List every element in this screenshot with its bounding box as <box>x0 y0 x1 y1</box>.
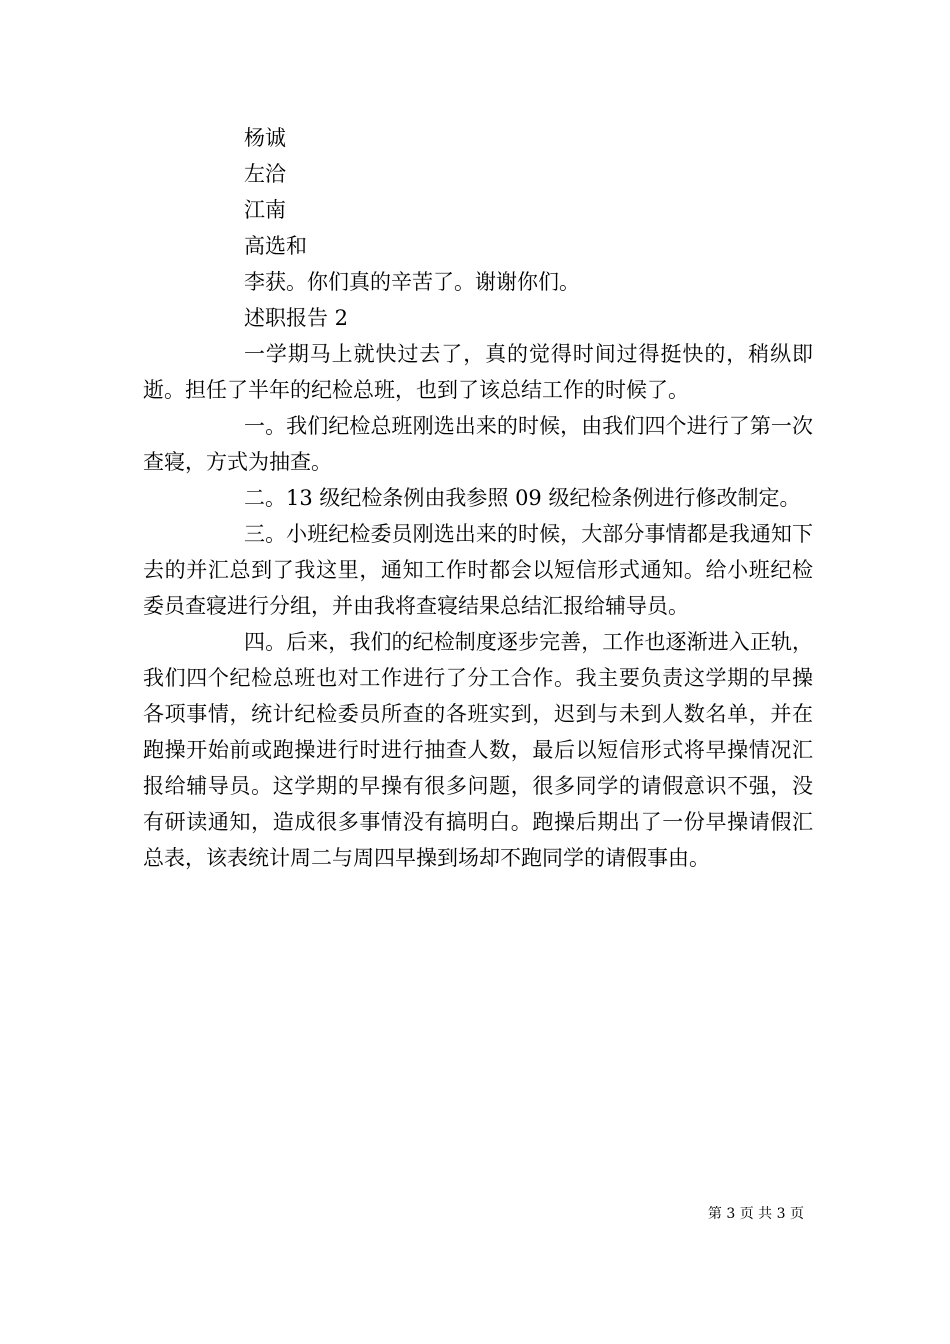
paragraph-item-1: 一。我们纪检总班刚选出来的时候，由我们四个进行了第一次查寝，方式为抽查。 <box>143 414 813 474</box>
name-line: 高选和 <box>244 234 307 258</box>
section-title: 述职报告 2 <box>244 306 349 330</box>
name-line: 江南 <box>244 198 286 222</box>
page-number: 第 3 页 共 3 页 <box>707 1206 804 1222</box>
paragraph-item-3: 三。小班纪检委员刚选出来的时候，大部分事情都是我通知下去的并汇总到了我这里，通知工作时都会以短信形式通知。给小班纪检委员查寝进行分组，并由我将查寝结果总结汇报给辅导员。 <box>143 522 813 618</box>
name-line: 杨诚 <box>244 126 286 150</box>
document-body <box>143 120 813 876</box>
name-line: 左洽 <box>244 162 286 186</box>
paragraph-intro: 一学期马上就快过去了，真的觉得时间过得挺快的，稍纵即逝。担任了半年的纪检总班，也到了该总结工作的时候了。 <box>143 342 813 402</box>
paragraph-item-2: 二。13 级纪检条例由我参照 09 级纪检条例进行修改制定。 <box>244 486 801 510</box>
thanks-line: 李获。你们真的辛苦了。谢谢你们。 <box>244 270 580 294</box>
paragraph-item-4: 四。后来，我们的纪检制度逐步完善，工作也逐渐进入正轨，我们四个纪检总班也对工作进行了分工合作。我主要负责这学期的早操各项事情，统计纪检委员所查的各班实到，迟到与未到人数名单，并在跑操开始前或跑操进行时进行抽查人数，最后以短信形式将早操情况汇报给辅导员。这学期的早操有很多问题，很多同学的请假意识不强，没有研读通知，造成很多事情没有搞明白。跑操后期出了一份早操请假汇总表，该表统计周二与周四早操到场却不跑同学的请假事由。 <box>143 630 813 870</box>
